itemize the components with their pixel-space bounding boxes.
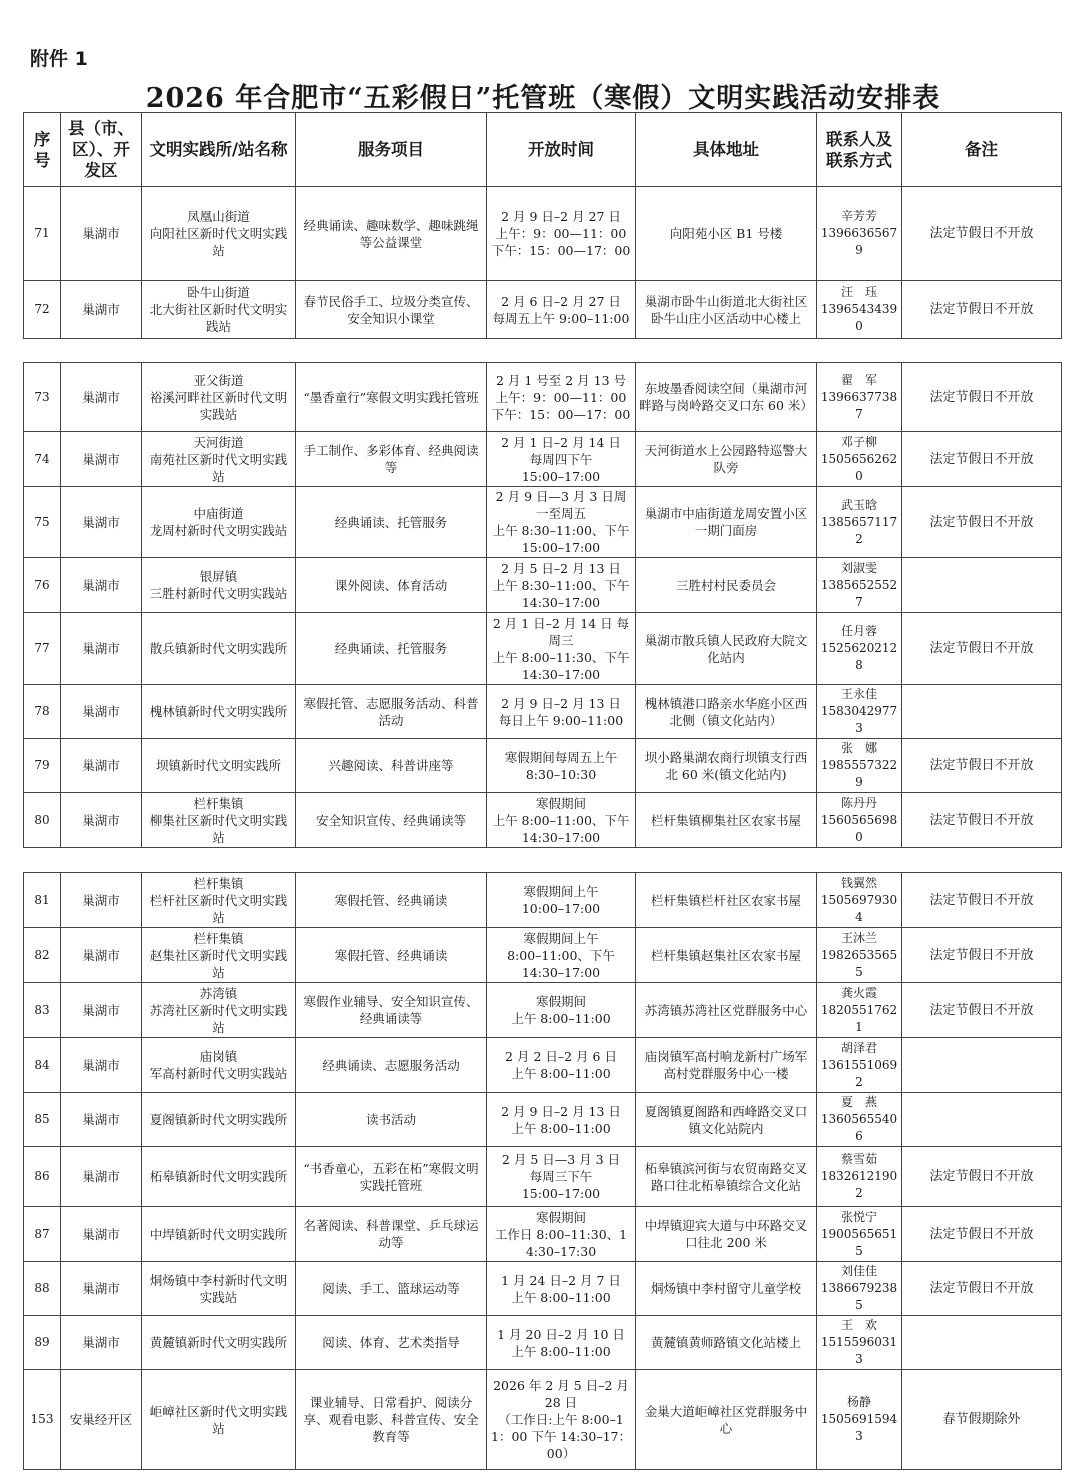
cell-contact: 刘淑雯 13856525527 bbox=[817, 558, 902, 613]
cell-time: 寒假期间上午 8:00–11:00、下午 14:30–17:00 bbox=[487, 928, 636, 983]
cell-note: 法定节假日不开放 bbox=[902, 1262, 1062, 1316]
cell-station: 亚父街道 裕溪河畔社区新时代文明实践站 bbox=[142, 363, 296, 432]
cell-note bbox=[902, 558, 1062, 613]
cell-time: 1 月 20 日–2 月 10 日 上午 8:00–11:00 bbox=[487, 1316, 636, 1370]
cell-time: 2 月 6 日–2 月 27 日 每周五上午 9:00–11:00 bbox=[487, 281, 636, 339]
table-section-1 bbox=[23, 186, 1062, 339]
cell-address: 中垾镇迎宾大道与中环路交叉口往北 200 米 bbox=[636, 1207, 817, 1262]
cell-seq: 87 bbox=[24, 1207, 61, 1262]
cell-seq: 81 bbox=[24, 873, 61, 928]
cell-county: 巢湖市 bbox=[61, 1262, 142, 1316]
cell-seq: 71 bbox=[24, 187, 61, 281]
cell-contact: 蔡雪茹 18326121902 bbox=[817, 1147, 902, 1207]
cell-county: 巢湖市 bbox=[61, 558, 142, 613]
cell-station: 中庙街道 龙周村新时代文明实践站 bbox=[142, 487, 296, 558]
cell-county: 巢湖市 bbox=[61, 432, 142, 487]
cell-note bbox=[902, 1038, 1062, 1093]
cell-contact: 辛芳芳 13966365679 bbox=[817, 187, 902, 281]
table-row bbox=[24, 928, 1062, 983]
cell-station: 苏湾镇 苏湾社区新时代文明实践站 bbox=[142, 983, 296, 1038]
header-row bbox=[24, 113, 1062, 187]
column-header-contact: 联系人及联系方式 bbox=[817, 113, 902, 187]
cell-service: 经典诵读、托管服务 bbox=[296, 487, 487, 558]
cell-service: 课外阅读、体育活动 bbox=[296, 558, 487, 613]
cell-county: 巢湖市 bbox=[61, 1316, 142, 1370]
cell-service: 经典诵读、志愿服务活动 bbox=[296, 1038, 487, 1093]
column-header-service: 服务项目 bbox=[296, 113, 487, 187]
table-row bbox=[24, 685, 1062, 739]
cell-county: 巢湖市 bbox=[61, 873, 142, 928]
cell-note: 春节假期除外 bbox=[902, 1370, 1062, 1470]
cell-address: 栏杆集镇赵集社区农家书屋 bbox=[636, 928, 817, 983]
column-header-time: 开放时间 bbox=[487, 113, 636, 187]
cell-note bbox=[902, 1093, 1062, 1147]
cell-station: 黄麓镇新时代文明实践所 bbox=[142, 1316, 296, 1370]
cell-service: 寒假托管、经典诵读 bbox=[296, 873, 487, 928]
cell-seq: 153 bbox=[24, 1370, 61, 1470]
attachment-label: 附件 1 bbox=[30, 48, 88, 70]
cell-time: 寒假期间每周五上午 8:30–10:30 bbox=[487, 739, 636, 793]
cell-contact: 钱翼然 15056979304 bbox=[817, 873, 902, 928]
cell-county: 巢湖市 bbox=[61, 983, 142, 1038]
cell-note: 法定节假日不开放 bbox=[902, 1147, 1062, 1207]
cell-station: 岠嶂社区新时代文明实践站 bbox=[142, 1370, 296, 1470]
cell-address: 黄麓镇黄师路镇文化站楼上 bbox=[636, 1316, 817, 1370]
cell-contact: 汪 珏 13965434390 bbox=[817, 281, 902, 339]
cell-note: 法定节假日不开放 bbox=[902, 1207, 1062, 1262]
cell-station: 槐林镇新时代文明实践所 bbox=[142, 685, 296, 739]
cell-note: 法定节假日不开放 bbox=[902, 281, 1062, 339]
cell-county: 巢湖市 bbox=[61, 793, 142, 848]
cell-service: 寒假作业辅导、安全知识宣传、经典诵读等 bbox=[296, 983, 487, 1038]
cell-note: 法定节假日不开放 bbox=[902, 793, 1062, 848]
cell-station: 银屏镇 三胜村新时代文明实践站 bbox=[142, 558, 296, 613]
cell-contact: 龚火霞 18205517621 bbox=[817, 983, 902, 1038]
cell-note: 法定节假日不开放 bbox=[902, 432, 1062, 487]
table-row bbox=[24, 739, 1062, 793]
cell-contact: 刘佳佳 13866792385 bbox=[817, 1262, 902, 1316]
cell-service: 阅读、体育、艺术类指导 bbox=[296, 1316, 487, 1370]
cell-seq: 79 bbox=[24, 739, 61, 793]
table-row bbox=[24, 613, 1062, 685]
table-header bbox=[23, 112, 1062, 187]
table-row bbox=[24, 1147, 1062, 1207]
cell-county: 巢湖市 bbox=[61, 928, 142, 983]
cell-note bbox=[902, 685, 1062, 739]
cell-contact: 王永佳 15830429773 bbox=[817, 685, 902, 739]
cell-service: 经典诵读、趣味数学、趣味跳绳等公益课堂 bbox=[296, 187, 487, 281]
page-title: 2026 年合肥市“五彩假日”托管班（寒假）文明实践活动安排表 bbox=[145, 83, 941, 114]
cell-address: 天河街道水上公园路特巡警大队旁 bbox=[636, 432, 817, 487]
cell-time: 2 月 5 日–2 月 13 日 上午 8:30–11:00、下午 14:30–17:00 bbox=[487, 558, 636, 613]
cell-seq: 77 bbox=[24, 613, 61, 685]
cell-address: 庙岗镇军高村响龙新村广场军高村党群服务中心一楼 bbox=[636, 1038, 817, 1093]
cell-address: 巢湖市卧牛山街道北大街社区卧牛山庄小区活动中心楼上 bbox=[636, 281, 817, 339]
cell-station: 栏杆集镇 赵集社区新时代文明实践站 bbox=[142, 928, 296, 983]
cell-station: 凤凰山街道 向阳社区新时代文明实践站 bbox=[142, 187, 296, 281]
cell-county: 安巢经开区 bbox=[61, 1370, 142, 1470]
cell-service: “墨香童行”寒假文明实践托管班 bbox=[296, 363, 487, 432]
table-row bbox=[24, 281, 1062, 339]
cell-county: 巢湖市 bbox=[61, 487, 142, 558]
cell-service: 寒假托管、经典诵读 bbox=[296, 928, 487, 983]
cell-note: 法定节假日不开放 bbox=[902, 928, 1062, 983]
column-header-station: 文明实践所/站名称 bbox=[142, 113, 296, 187]
cell-station: 天河街道 南苑社区新时代文明实践站 bbox=[142, 432, 296, 487]
cell-time: 2 月 2 日–2 月 6 日 上午 8:00–11:00 bbox=[487, 1038, 636, 1093]
cell-seq: 72 bbox=[24, 281, 61, 339]
cell-county: 巢湖市 bbox=[61, 1147, 142, 1207]
cell-address: 坝小路巢湖农商行坝镇支行西北 60 米(镇文化站内) bbox=[636, 739, 817, 793]
cell-county: 巢湖市 bbox=[61, 1038, 142, 1093]
table-row bbox=[24, 1038, 1062, 1093]
cell-seq: 82 bbox=[24, 928, 61, 983]
cell-note: 法定节假日不开放 bbox=[902, 487, 1062, 558]
cell-seq: 78 bbox=[24, 685, 61, 739]
cell-contact: 胡泽君 13615510692 bbox=[817, 1038, 902, 1093]
cell-address: 巢湖市散兵镇人民政府大院文化站内 bbox=[636, 613, 817, 685]
cell-service: 名著阅读、科普课堂、乒乓球运动等 bbox=[296, 1207, 487, 1262]
cell-service: 经典诵读、托管服务 bbox=[296, 613, 487, 685]
cell-time: 2 月 9 日–2 月 27 日 上午：9：00—11：00 下午：15：00—17：00 bbox=[487, 187, 636, 281]
table-row bbox=[24, 1207, 1062, 1262]
cell-service: 春节民俗手工、垃圾分类宣传、安全知识小课堂 bbox=[296, 281, 487, 339]
table-row bbox=[24, 432, 1062, 487]
cell-county: 巢湖市 bbox=[61, 685, 142, 739]
table-row bbox=[24, 983, 1062, 1038]
cell-note: 法定节假日不开放 bbox=[902, 187, 1062, 281]
cell-time: 寒假期间 上午 8:00–11:00、下午 14:30–17:00 bbox=[487, 793, 636, 848]
cell-time: 2026 年 2 月 5 日–2 月 28 日 （工作日:上午 8:00–11：00 下午 14:30–17：00） bbox=[487, 1370, 636, 1470]
column-header-address: 具体地址 bbox=[636, 113, 817, 187]
cell-time: 2 月 5 日—3 月 3 日 每周三下午 15:00–17:00 bbox=[487, 1147, 636, 1207]
cell-seq: 80 bbox=[24, 793, 61, 848]
table-section-2 bbox=[23, 362, 1062, 848]
cell-contact: 夏 燕 13605655406 bbox=[817, 1093, 902, 1147]
table-row bbox=[24, 1093, 1062, 1147]
cell-station: 卧牛山街道 北大街社区新时代文明实践站 bbox=[142, 281, 296, 339]
cell-time: 2 月 9 日–2 月 13 日 每日上午 9:00–11:00 bbox=[487, 685, 636, 739]
cell-seq: 84 bbox=[24, 1038, 61, 1093]
table-row bbox=[24, 1316, 1062, 1370]
cell-station: 庙岗镇 军高村新时代文明实践站 bbox=[142, 1038, 296, 1093]
cell-address: 金巢大道岠嶂社区党群服务中心 bbox=[636, 1370, 817, 1470]
cell-contact: 邓子柳 15056562620 bbox=[817, 432, 902, 487]
cell-address: 东坡墨香阅读空间（巢湖市河畔路与岗岭路交叉口东 60 米） bbox=[636, 363, 817, 432]
cell-note: 法定节假日不开放 bbox=[902, 983, 1062, 1038]
cell-note bbox=[902, 1316, 1062, 1370]
cell-contact: 陈丹丹 15605656980 bbox=[817, 793, 902, 848]
cell-county: 巢湖市 bbox=[61, 613, 142, 685]
table-row bbox=[24, 793, 1062, 848]
table-row bbox=[24, 873, 1062, 928]
cell-seq: 73 bbox=[24, 363, 61, 432]
cell-time: 2 月 9 日—3 月 3 日周一至周五 上午 8:30–11:00、下午 15:00–17:00 bbox=[487, 487, 636, 558]
cell-contact: 张悦宁 19005656515 bbox=[817, 1207, 902, 1262]
cell-seq: 75 bbox=[24, 487, 61, 558]
cell-county: 巢湖市 bbox=[61, 739, 142, 793]
cell-service: 课业辅导、日常看护、阅读分享、观看电影、科普宣传、安全教育等 bbox=[296, 1370, 487, 1470]
cell-station: 烔炀镇中李村新时代文明实践站 bbox=[142, 1262, 296, 1316]
column-header-seq: 序号 bbox=[24, 113, 61, 187]
table-row bbox=[24, 363, 1062, 432]
cell-address: 向阳苑小区 B1 号楼 bbox=[636, 187, 817, 281]
column-header-county: 县（市、区）、开发区 bbox=[61, 113, 142, 187]
cell-station: 散兵镇新时代文明实践所 bbox=[142, 613, 296, 685]
cell-note: 法定节假日不开放 bbox=[902, 613, 1062, 685]
cell-service: 寒假托管、志愿服务活动、科普活动 bbox=[296, 685, 487, 739]
cell-service: 安全知识宣传、经典诵读等 bbox=[296, 793, 487, 848]
cell-seq: 88 bbox=[24, 1262, 61, 1316]
cell-station: 中垾镇新时代文明实践所 bbox=[142, 1207, 296, 1262]
table-row bbox=[24, 487, 1062, 558]
cell-address: 烔炀镇中李村留守儿童学校 bbox=[636, 1262, 817, 1316]
cell-county: 巢湖市 bbox=[61, 187, 142, 281]
cell-contact: 王沐兰 19826535655 bbox=[817, 928, 902, 983]
cell-county: 巢湖市 bbox=[61, 363, 142, 432]
cell-seq: 74 bbox=[24, 432, 61, 487]
cell-time: 寒假期间 工作日 8:00–11:30、14:30–17:30 bbox=[487, 1207, 636, 1262]
cell-address: 栏杆集镇栏杆社区农家书屋 bbox=[636, 873, 817, 928]
cell-note: 法定节假日不开放 bbox=[902, 363, 1062, 432]
cell-address: 柘皋镇滨河街与农贸南路交叉路口往北柘皋镇综合文化站 bbox=[636, 1147, 817, 1207]
cell-note: 法定节假日不开放 bbox=[902, 739, 1062, 793]
cell-county: 巢湖市 bbox=[61, 1207, 142, 1262]
cell-address: 栏杆集镇柳集社区农家书屋 bbox=[636, 793, 817, 848]
cell-contact: 杨静 15056915943 bbox=[817, 1370, 902, 1470]
cell-seq: 83 bbox=[24, 983, 61, 1038]
table-row bbox=[24, 1262, 1062, 1316]
cell-time: 2 月 1 号至 2 月 13 号 上午：9：00—11：00 下午：15：00—17：00 bbox=[487, 363, 636, 432]
cell-service: “书香童心，五彩在柘”寒假文明实践托管班 bbox=[296, 1147, 487, 1207]
cell-service: 阅读、手工、篮球运动等 bbox=[296, 1262, 487, 1316]
cell-contact: 翟 军 13966377387 bbox=[817, 363, 902, 432]
cell-time: 2 月 1 日–2 月 14 日 每周三 上午 8:00–11:30、下午 14:30–17:00 bbox=[487, 613, 636, 685]
cell-station: 坝镇新时代文明实践所 bbox=[142, 739, 296, 793]
cell-note: 法定节假日不开放 bbox=[902, 873, 1062, 928]
cell-service: 兴趣阅读、科普讲座等 bbox=[296, 739, 487, 793]
cell-contact: 武玉晗 13856571172 bbox=[817, 487, 902, 558]
table-section-3 bbox=[23, 872, 1062, 1470]
table-row bbox=[24, 558, 1062, 613]
cell-station: 夏阁镇新时代文明实践所 bbox=[142, 1093, 296, 1147]
cell-time: 2 月 9 日–2 月 13 日 上午 8:00–11:00 bbox=[487, 1093, 636, 1147]
cell-station: 栏杆集镇 栏杆社区新时代文明实践站 bbox=[142, 873, 296, 928]
cell-seq: 86 bbox=[24, 1147, 61, 1207]
cell-time: 寒假期间 上午 8:00–11:00 bbox=[487, 983, 636, 1038]
cell-service: 手工制作、多彩体育、经典阅读等 bbox=[296, 432, 487, 487]
cell-contact: 王 欢 15155960313 bbox=[817, 1316, 902, 1370]
cell-seq: 76 bbox=[24, 558, 61, 613]
column-header-note: 备注 bbox=[902, 113, 1062, 187]
table-row bbox=[24, 187, 1062, 281]
cell-service: 读书活动 bbox=[296, 1093, 487, 1147]
cell-address: 夏阁镇夏阁路和西峰路交叉口镇文化站院内 bbox=[636, 1093, 817, 1147]
cell-time: 2 月 1 日–2 月 14 日 每周四下午 15:00–17:00 bbox=[487, 432, 636, 487]
cell-contact: 张 娜 19855573229 bbox=[817, 739, 902, 793]
cell-address: 巢湖市中庙街道龙周安置小区一期门面房 bbox=[636, 487, 817, 558]
cell-station: 栏杆集镇 柳集社区新时代文明实践站 bbox=[142, 793, 296, 848]
cell-address: 三胜村村民委员会 bbox=[636, 558, 817, 613]
cell-address: 苏湾镇苏湾社区党群服务中心 bbox=[636, 983, 817, 1038]
cell-time: 1 月 24 日–2 月 7 日 上午 8:00–11:00 bbox=[487, 1262, 636, 1316]
cell-address: 槐林镇港口路亲水华庭小区西北侧（镇文化站内） bbox=[636, 685, 817, 739]
cell-county: 巢湖市 bbox=[61, 281, 142, 339]
cell-seq: 89 bbox=[24, 1316, 61, 1370]
cell-time: 寒假期间上午 10:00–17:00 bbox=[487, 873, 636, 928]
cell-county: 巢湖市 bbox=[61, 1093, 142, 1147]
cell-seq: 85 bbox=[24, 1093, 61, 1147]
cell-contact: 任月蓉 15256202128 bbox=[817, 613, 902, 685]
table-row bbox=[24, 1370, 1062, 1470]
cell-station: 柘皋镇新时代文明实践所 bbox=[142, 1147, 296, 1207]
